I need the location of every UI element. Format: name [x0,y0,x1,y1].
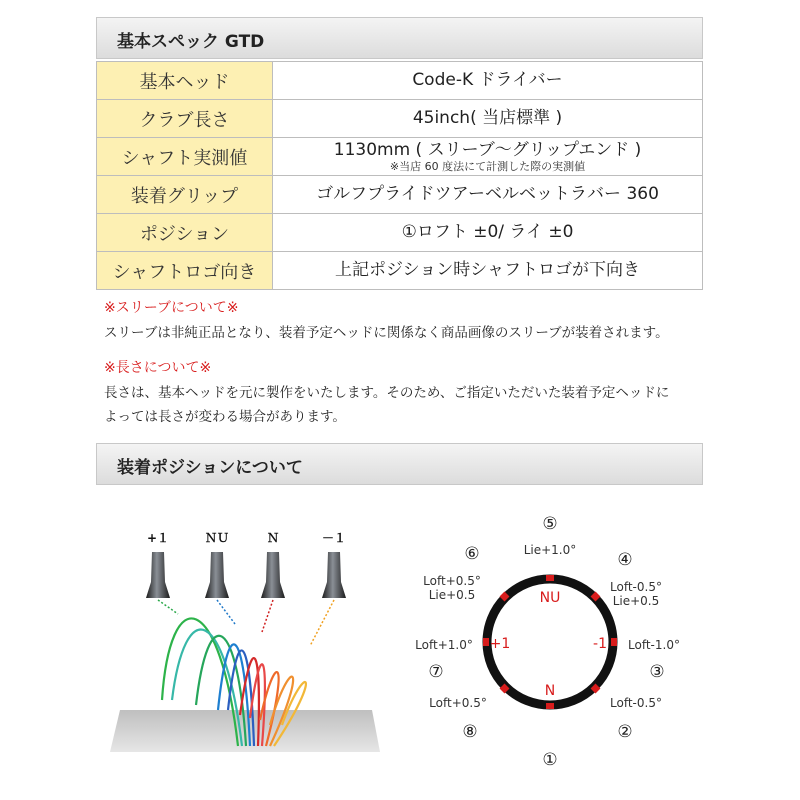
spec-key: ポジション [97,214,273,252]
position-number: ④ [617,550,633,570]
position-number: ⑥ [464,544,480,564]
position-adjustment: Lie+0.5 [428,588,476,602]
position-adjustment: Lie+1.0° [523,543,577,557]
table-row [97,252,703,290]
position-adjustment: Loft+1.0° [415,638,473,652]
position-number: ③ [649,662,665,682]
spec-value [273,138,703,176]
position-number: ⑦ [428,662,444,682]
shaft-flight-illustration [110,520,390,755]
length-note-title: ※長さについて※ [104,360,212,376]
ring-marker [546,703,554,709]
sleeve-note-text: スリーブは非純正品となり、装着予定ヘッドに関係なく商品画像のスリーブが装着されます。 [104,325,669,341]
ring-label-plus1: +1 [489,636,511,652]
spec-table [96,61,703,290]
spec-value-text: 1130mm ( スリーブ～グリップエンド ) [333,139,642,160]
spec-value [273,252,703,290]
shaft-icon [261,552,285,598]
ring-marker [483,638,489,646]
position-ring-diagram [400,505,700,775]
spec-section-title: 基本スペック GTD [117,32,265,52]
position-adjustment: Loft+0.5° [423,574,481,588]
spec-section-header [96,17,703,59]
spec-key: シャフトロゴ向き [97,252,273,290]
spec-value-text: 45inch( 当店標準 ) [412,108,563,128]
ring-marker [546,575,554,581]
spec-value [273,214,703,252]
spec-value-text: ゴルフプライドツアーベルベットラバー 360 [316,184,659,204]
spec-value [273,100,703,138]
position-section-header [96,443,703,485]
position-number: ⑤ [542,514,558,534]
table-row [97,100,703,138]
shaft-label-n: Ｎ [266,531,280,545]
shaft-label-minus1: －１ [321,531,347,545]
table-row [97,214,703,252]
spec-value-text: ①ロフト ±0/ ライ ±0 [401,222,574,242]
ring-label-n: N [544,683,556,699]
spec-key: クラブ長さ [97,100,273,138]
position-number: ① [542,750,558,770]
spec-key: シャフト実測値 [97,138,273,176]
length-note-line: 長さは、基本ヘッドを元に製作をいたします。そのため、ご指定いただいた装着予定ヘッドに [104,385,670,401]
position-adjustment: Loft-1.0° [628,638,680,652]
spec-key: 基本ヘッド [97,62,273,100]
table-row [97,138,703,176]
ring-label-nu: NU [539,590,561,606]
spec-value [273,176,703,214]
spec-value-subnote: ※当店 60 度法にて計測した際の実測値 [389,159,586,173]
position-section-title: 装着ポジションについて [117,458,303,478]
shaft-icon [146,552,170,598]
table-row [97,62,703,100]
position-adjustment: Loft-0.5° [610,580,662,594]
position-adjustment: Loft-0.5° [610,696,662,710]
position-adjustment: Lie+0.5 [612,594,660,608]
position-number: ② [617,722,633,742]
length-note-line: よっては長さが変わる場合があります。 [104,409,346,425]
ring-label-minus1: -1 [593,636,607,652]
shaft-icon [322,552,346,598]
spec-key: 装着グリップ [97,176,273,214]
spec-value-text: 上記ポジション時シャフトロゴが下向き [335,260,640,280]
position-number: ⑧ [462,722,478,742]
shaft-icon [205,552,229,598]
spec-value [273,62,703,100]
length-note-text [104,381,704,429]
position-adjustment: Loft+0.5° [429,696,487,710]
shaft-label-nu: ＮＵ [204,531,230,545]
shaft-label-plus1: +１ [146,531,170,545]
spec-value-text: Code-K ドライバー [412,70,563,90]
ring-marker [611,638,617,646]
table-row [97,176,703,214]
sleeve-note-title: ※スリーブについて※ [104,300,239,316]
